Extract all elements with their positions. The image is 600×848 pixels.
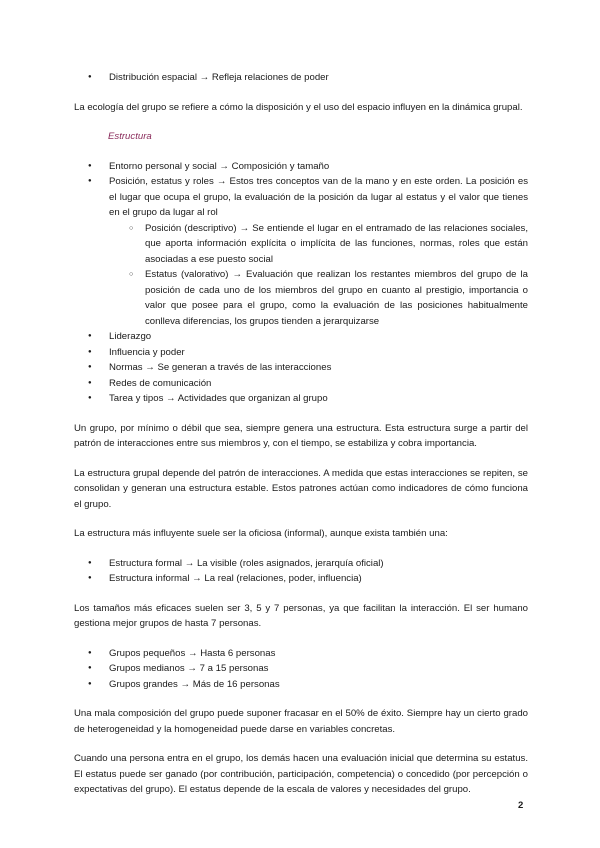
list-item: ● Grupos grandes → Más de 16 personas bbox=[74, 677, 528, 693]
estructura-list bbox=[74, 159, 528, 407]
sub-list bbox=[109, 221, 528, 330]
list-item-with-sublist bbox=[74, 174, 528, 329]
list-item-text: Posición, estatus y roles → Estos tres conceptos van de la mano y en este orden. La posición es el lugar que ocupa el grupo, la evaluación de la posición da lugar al estatus y el valor que tienes en el grupo da lugar al rol bbox=[109, 176, 528, 218]
list-item: ● Normas → Se generan a través de las interacciones bbox=[74, 360, 528, 376]
page-number: 2 bbox=[518, 800, 524, 811]
list-item: ● Influencia y poder bbox=[74, 345, 528, 361]
section-heading-estructura: Estructura bbox=[108, 131, 152, 142]
paragraph-grupo-minimo: Un grupo, por mínimo o débil que sea, siempre genera una estructura. Esta estructura surge a partir del patrón de interacciones entre sus miembros y, con el tiempo, se estabiliza y cobra importancia. bbox=[74, 422, 528, 449]
list-item: ● Liderazgo bbox=[74, 329, 528, 345]
paragraph-tamanos: Los tamaños más eficaces suelen ser 3, 5 y 7 personas, ya que facilitan la interacción. El ser humano gestiona mejor grupos de hasta 7 personas. bbox=[74, 602, 528, 629]
paragraph-estructura-grupal: La estructura grupal depende del patrón de interacciones. A medida que estas interacciones se repiten, se consolidan y generan una estructura estable. Estos patrones actúan como indicadores de cómo funciona el grupo. bbox=[74, 467, 528, 510]
group-size-list bbox=[74, 646, 528, 693]
list-item: ● Grupos pequeños → Hasta 6 personas bbox=[74, 646, 528, 662]
sub-list-item: ○ Estatus (valorativo) → Evaluación que realizan los restantes miembros del grupo de la posición de cada uno de los miembros del grupo en cuanto al prestigio, importancia o valor que posee para el grupo, como la evaluación de las posiciones habitualmente conlleva diferencias, los grupos tienden a jerarquizarse bbox=[109, 267, 528, 329]
list-item: ● Redes de comunicación bbox=[74, 376, 528, 392]
list-item: ● Distribución espacial → Refleja relaciones de poder bbox=[74, 70, 528, 86]
list-item: ● Entorno personal y social → Composición y tamaño bbox=[74, 159, 528, 175]
list-item: ● Estructura formal → La visible (roles asignados, jerarquía oficial) bbox=[74, 556, 528, 572]
list-item: ● Tarea y tipos → Actividades que organizan al grupo bbox=[74, 391, 528, 407]
paragraph-estatus: Cuando una persona entra en el grupo, los demás hacen una evaluación inicial que determina su estatus. El estatus puede ser ganado (por contribución, participación, competencia) o concedido (por percepción o expectativas del grupo). El estatus depende de la escala de valores y necesidades del grupo. bbox=[74, 753, 528, 795]
list-item: ● Estructura informal → La real (relaciones, poder, influencia) bbox=[74, 571, 528, 587]
formal-informal-list bbox=[74, 556, 528, 587]
paragraph-composicion: Una mala composición del grupo puede suponer fracasar en el 50% de éxito. Siempre hay un cierto grado de heterogeneidad y la homogeneidad puede darse en variables concretas. bbox=[74, 708, 528, 735]
list-item: ● Grupos medianos → 7 a 15 personas bbox=[74, 661, 528, 677]
intro-bullet-list bbox=[74, 70, 528, 86]
sub-list-item: ○ Posición (descriptivo) → Se entiende el lugar en el entramado de las relaciones sociales, que aporta información explícita o implícita de las funciones, normas, roles que están asociadas a ese puesto social bbox=[109, 221, 528, 268]
paragraph-oficiosa: La estructura más influyente suele ser la oficiosa (informal), aunque exista también una: bbox=[74, 528, 448, 539]
page-content bbox=[74, 70, 528, 812]
paragraph-ecologia: La ecología del grupo se refiere a cómo la disposición y el uso del espacio influyen en la dinámica grupal. bbox=[74, 101, 523, 113]
